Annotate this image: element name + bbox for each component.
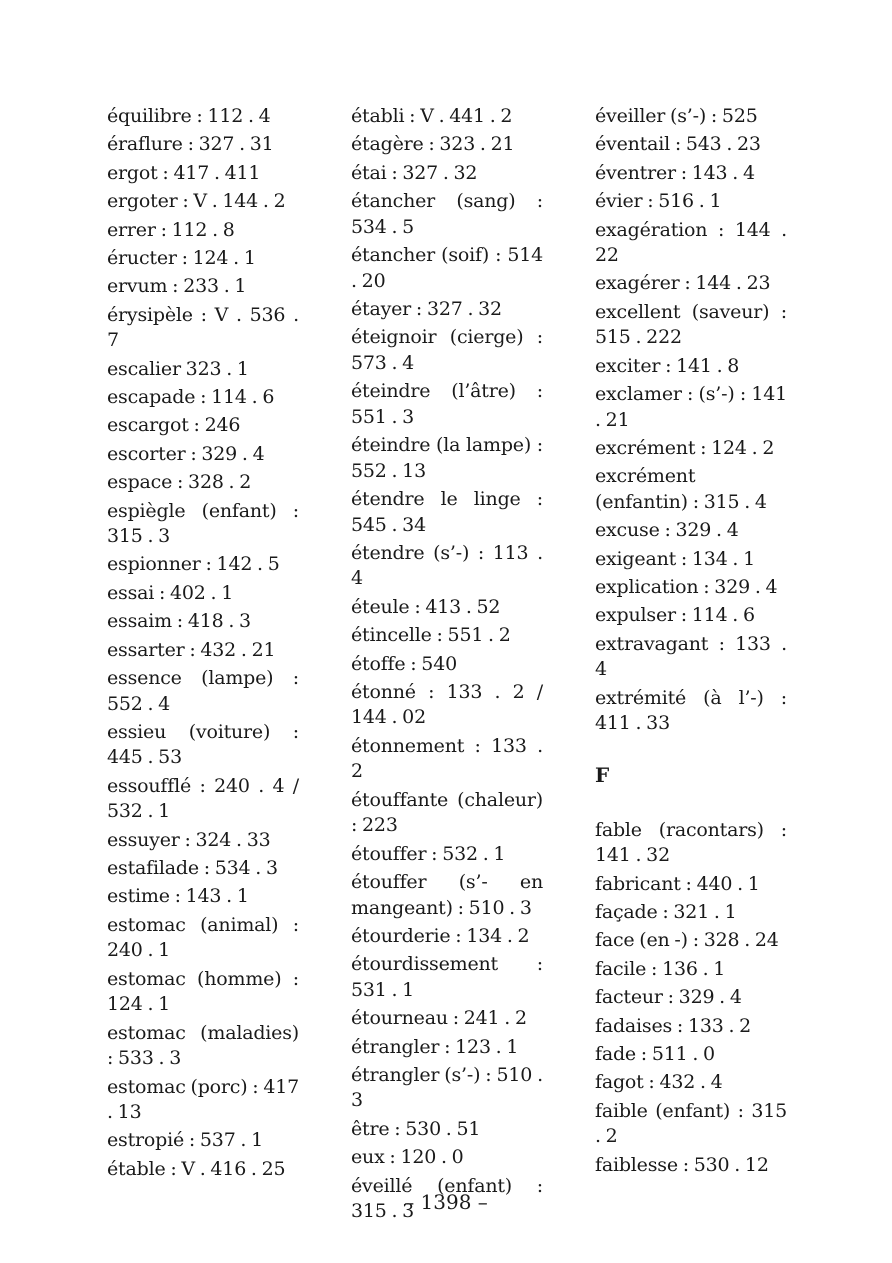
index-column-3-entries xyxy=(595,104,787,737)
index-entry: éteignoir (cierge) : 573 . 4 xyxy=(351,326,543,374)
index-entry: étendre le linge : 545 . 34 xyxy=(351,488,543,536)
index-entry: escargot : 246 xyxy=(107,414,241,437)
index-entry: étourderie : 134 . 2 xyxy=(351,924,530,947)
index-entry: éveiller (s’-) : 525 xyxy=(595,105,758,127)
index-entry: essarter : 432 . 21 xyxy=(107,638,276,661)
index-entry: éveillé (enfant) : 315 . 3 xyxy=(351,1174,543,1223)
index-entry: étonné : 133 . 2 / 144 . 02 xyxy=(351,680,543,729)
index-entry: étourneau : 241 . 2 xyxy=(351,1007,527,1030)
index-entry: estropié : 537 . 1 xyxy=(107,1129,263,1152)
index-entry: étayer : 327 . 32 xyxy=(351,297,502,320)
index-column-1 xyxy=(107,104,299,1185)
index-entry: étourdissement : 531 . 1 xyxy=(351,953,543,1001)
index-entry: éventrer : 143 . 4 xyxy=(595,161,755,184)
section-letter-f: F xyxy=(595,762,610,787)
index-entry: éteindre (l’âtre) : 551 . 3 xyxy=(351,380,543,428)
index-entry: estomac (porc) : 417 . 13 xyxy=(107,1075,299,1124)
index-entry: estomac (homme) : 124 . 1 xyxy=(107,967,299,1016)
index-entry: étrangler : 123 . 1 xyxy=(351,1035,519,1058)
index-entry: eux : 120 . 0 xyxy=(351,1146,464,1169)
index-entry: éventail : 543 . 23 xyxy=(595,133,761,156)
index-entry: excellent (saveur) : 515 . 222 xyxy=(595,300,787,349)
index-entry: façade : 321 . 1 xyxy=(595,901,737,924)
index-entry: estomac (maladies) : 533 . 3 xyxy=(107,1021,299,1070)
index-entry: étendre (s’-) : 113 . 4 xyxy=(351,541,543,590)
index-entry: essoufflé : 240 . 4 / 532 . 1 xyxy=(107,774,299,823)
index-entry: essieu (voiture) : 445 . 53 xyxy=(107,720,299,769)
index-entry: ergot : 417 . 411 xyxy=(107,161,261,184)
index-entry: errer : 112 . 8 xyxy=(107,218,235,241)
index-entry: évier : 516 . 1 xyxy=(595,190,722,213)
index-entry: escorter : 329 . 4 xyxy=(107,442,265,465)
index-entry: établi : V . 441 . 2 xyxy=(351,105,513,127)
index-entry: éteule : 413 . 52 xyxy=(351,595,501,618)
index-entry: étouffante (chaleur) : 223 xyxy=(351,788,543,837)
index-entry: essai : 402 . 1 xyxy=(107,581,234,604)
index-column-3-entries-after xyxy=(595,818,787,1178)
index-entry: exclamer : (s’-) : 141 . 21 xyxy=(595,383,787,431)
index-entry: excrément (enfantin) : 315 . 4 xyxy=(595,465,767,513)
index-entry: explication : 329 . 4 xyxy=(595,576,778,599)
index-entry: étancher (soif) : 514 . 20 xyxy=(351,244,543,292)
index-entry: étouffer : 532 . 1 xyxy=(351,842,506,865)
index-entry: espace : 328 . 2 xyxy=(107,471,252,494)
index-entry: essuyer : 324 . 33 xyxy=(107,828,271,851)
index-entry: fabricant : 440 . 1 xyxy=(595,872,760,895)
index-entry: étonnement : 133 . 2 xyxy=(351,734,543,783)
index-entry: ervum : 233 . 1 xyxy=(107,275,247,298)
index-entry: étable : V . 416 . 25 xyxy=(107,1157,286,1180)
index-entry: étincelle : 551 . 2 xyxy=(351,624,511,647)
index-entry: faiblesse : 530 . 12 xyxy=(595,1153,769,1176)
index-entry: étoffe : 540 xyxy=(351,652,457,675)
index-entry: étagère : 323 . 21 xyxy=(351,133,515,156)
index-entry: éructer : 124 . 1 xyxy=(107,246,256,269)
index-entry: fade : 511 . 0 xyxy=(595,1042,715,1065)
index-entry: facile : 136 . 1 xyxy=(595,957,726,980)
index-entry: extrémité (à l’-) : 411 . 33 xyxy=(595,686,787,735)
index-entry: fadaises : 133 . 2 xyxy=(595,1014,752,1037)
index-entry: essaim : 418 . 3 xyxy=(107,610,251,633)
index-entry: faible (enfant) : 315 . 2 xyxy=(595,1099,787,1148)
index-entry: fagot : 432 . 4 xyxy=(595,1071,723,1094)
index-entry: face (en -) : 328 . 24 xyxy=(595,929,779,952)
index-entry: excrément : 124 . 2 xyxy=(595,437,775,460)
index-entry: exciter : 141 . 8 xyxy=(595,354,740,377)
index-entry: escalier 323 . 1 xyxy=(107,357,249,380)
index-entry: être : 530 . 51 xyxy=(351,1117,481,1140)
index-entry: fable (racontars) : 141 . 32 xyxy=(595,818,787,867)
index-entry: exagération : 144 . 22 xyxy=(595,218,787,267)
index-entry: extravagant : 133 . 4 xyxy=(595,632,787,681)
index-entry: expulser : 114 . 6 xyxy=(595,604,755,627)
index-entry: érysipèle : V . 536 . 7 xyxy=(107,303,299,352)
index-entry: étancher (sang) : 534 . 5 xyxy=(351,190,543,238)
index-column-3 xyxy=(595,104,787,1181)
index-entry: éteindre (la lampe) : 552 . 13 xyxy=(351,434,543,482)
index-entry: exigeant : 134 . 1 xyxy=(595,547,755,570)
page-number: – 1398 – xyxy=(404,1190,488,1214)
index-column-2 xyxy=(351,104,543,1228)
index-entry: estomac (animal) : 240 . 1 xyxy=(107,913,299,962)
index-entry: facteur : 329 . 4 xyxy=(595,986,742,1009)
index-entry: équilibre : 112 . 4 xyxy=(107,105,271,127)
index-entry: espiègle (enfant) : 315 . 3 xyxy=(107,499,299,548)
index-entry: estafilade : 534 . 3 xyxy=(107,857,278,880)
index-entry: essence (lampe) : 552 . 4 xyxy=(107,667,299,715)
index-entry: exagérer : 144 . 23 xyxy=(595,272,771,295)
index-entry: étouffer (s’- en mangeant) : 510 . 3 xyxy=(351,871,543,919)
index-entry: étrangler (s’-) : 510 . 3 xyxy=(351,1063,543,1112)
index-entry: étai : 327 . 32 xyxy=(351,161,478,184)
index-entry: estime : 143 . 1 xyxy=(107,885,249,908)
index-entry: escapade : 114 . 6 xyxy=(107,386,275,409)
index-entry: excuse : 329 . 4 xyxy=(595,519,739,542)
index-entry: éraflure : 327 . 31 xyxy=(107,133,274,156)
index-entry: espionner : 142 . 5 xyxy=(107,553,280,576)
index-entry: ergoter : V . 144 . 2 xyxy=(107,190,286,213)
